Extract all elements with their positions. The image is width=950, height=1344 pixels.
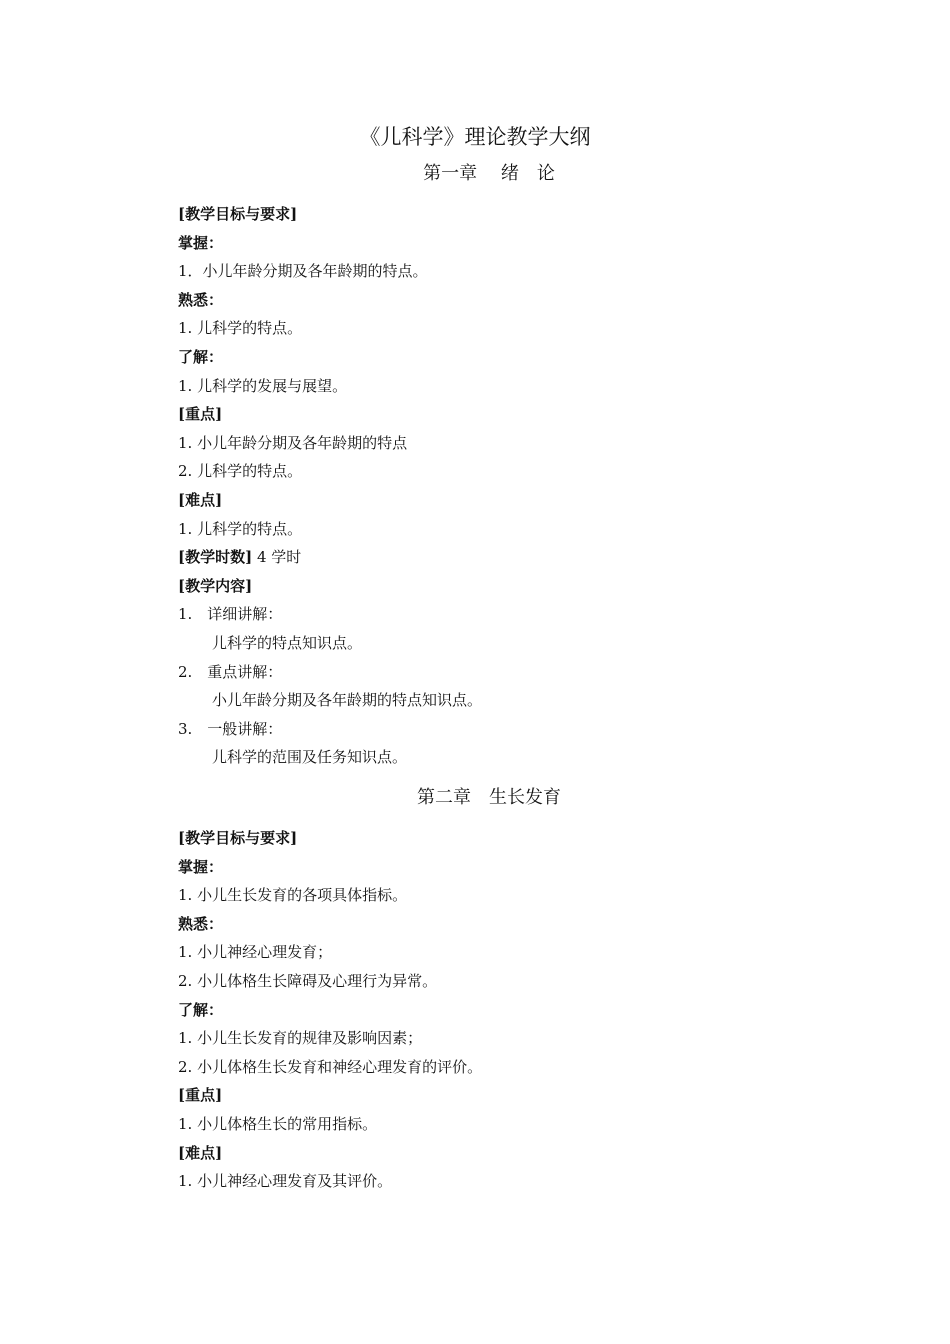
master-item: 1．小儿年龄分期及各年龄期的特点。 bbox=[178, 262, 428, 281]
content-detail: 儿科学的特点知识点。 bbox=[212, 633, 363, 652]
understand-item: 1. 儿科学的发展与展望。 bbox=[178, 376, 348, 395]
hours-label: [教学时数] bbox=[178, 548, 253, 567]
chapter-2-title: 第二章 生长发育 bbox=[417, 787, 561, 808]
content-heading: 2. 重点讲解： bbox=[178, 662, 283, 681]
content-detail: 儿科学的范围及任务知识点。 bbox=[212, 748, 408, 767]
chapter-1-title: 第一章 绪 论 bbox=[423, 163, 555, 184]
key-points-label: [重点] bbox=[178, 405, 223, 424]
content-detail: 小儿年龄分期及各年龄期的特点知识点。 bbox=[212, 691, 483, 710]
familiar-label: 熟悉： bbox=[178, 290, 224, 309]
key-point-item: 1. 小儿体格生长的常用指标。 bbox=[178, 1114, 378, 1133]
content-heading: 3. 一般讲解： bbox=[178, 719, 283, 738]
master-label: 掌握： bbox=[178, 233, 224, 252]
familiar-item: 1. 小儿神经心理发育； bbox=[178, 943, 333, 962]
key-points-label: [重点] bbox=[178, 1086, 223, 1105]
objectives-label: [教学目标与要求] bbox=[178, 205, 298, 223]
key-point-item: 1. 小儿年龄分期及各年龄期的特点 bbox=[178, 433, 408, 452]
content-heading: 1. 详细讲解： bbox=[178, 605, 283, 624]
understand-label: 了解： bbox=[178, 347, 224, 366]
content-label: [教学内容] bbox=[178, 576, 253, 595]
difficult-label: [难点] bbox=[178, 490, 223, 509]
familiar-label: 熟悉： bbox=[178, 914, 224, 933]
chapter-2-body bbox=[178, 824, 878, 1196]
document-title: 《儿科学》理论教学大纲 bbox=[359, 125, 591, 149]
hours-value: 4 学时 bbox=[252, 548, 302, 567]
teaching-hours bbox=[178, 543, 878, 572]
understand-item: 1. 小儿生长发育的规律及影响因素； bbox=[178, 1029, 423, 1048]
familiar-item: 2. 小儿体格生长障碍及心理行为异常。 bbox=[178, 971, 438, 990]
objectives-label: [教学目标与要求] bbox=[178, 829, 298, 847]
master-label: 掌握： bbox=[178, 857, 224, 876]
master-item: 1. 小儿生长发育的各项具体指标。 bbox=[178, 886, 408, 905]
familiar-item: 1. 儿科学的特点。 bbox=[178, 319, 303, 338]
difficult-label: [难点] bbox=[178, 1143, 223, 1162]
chapter-1-body bbox=[178, 200, 878, 772]
difficult-point-item: 1. 小儿神经心理发育及其评价。 bbox=[178, 1172, 393, 1191]
difficult-point-item: 1. 儿科学的特点。 bbox=[178, 519, 303, 538]
key-point-item: 2. 儿科学的特点。 bbox=[178, 462, 303, 481]
understand-item: 2. 小儿体格生长发育和神经心理发育的评价。 bbox=[178, 1057, 483, 1076]
understand-label: 了解： bbox=[178, 1000, 224, 1019]
